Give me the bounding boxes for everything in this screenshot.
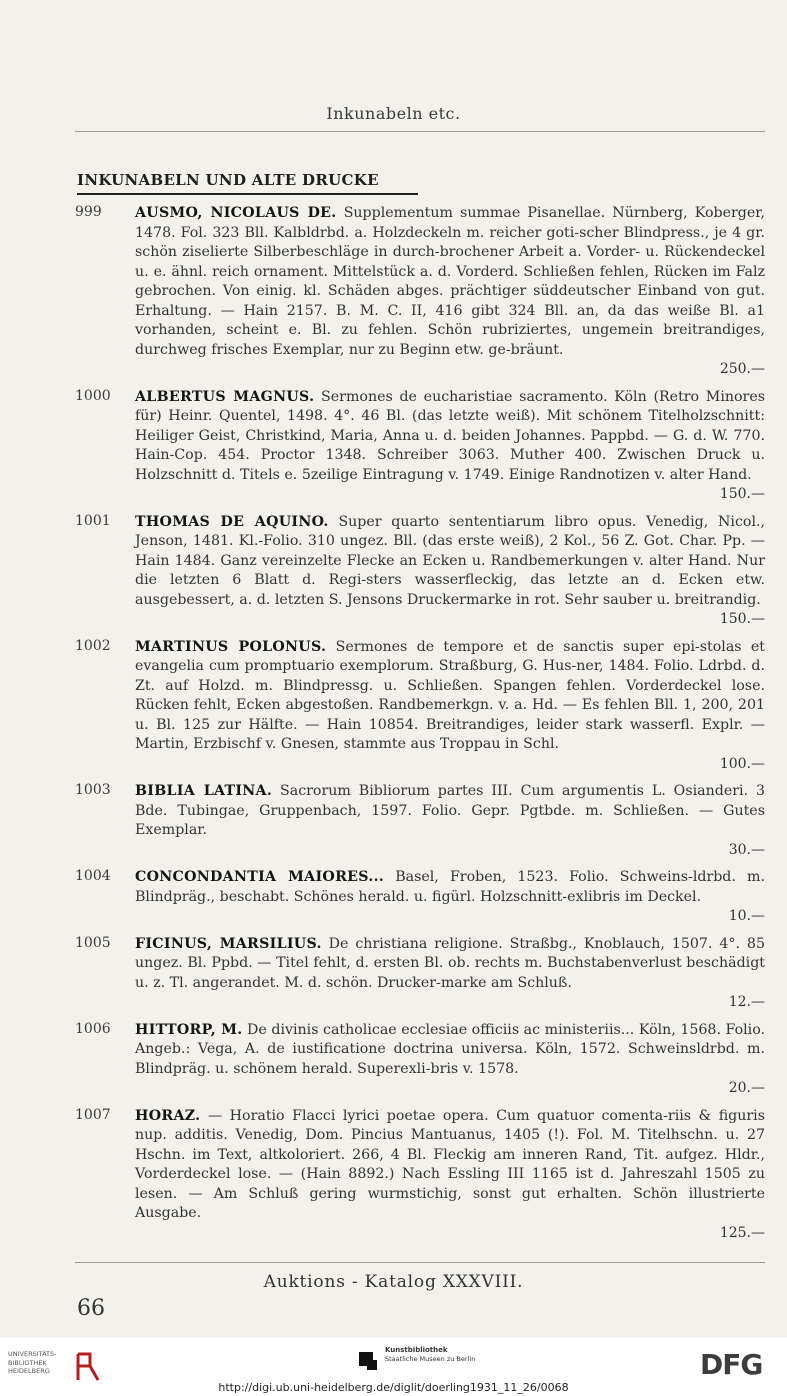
kunstbibliothek-logo (357, 1346, 507, 1370)
entry-number: 1003 (75, 782, 111, 798)
entry-number: 1000 (75, 387, 111, 404)
entry-title: BIBLIA LATINA. (135, 783, 273, 799)
catalog-entry (75, 638, 765, 775)
entry-price: 250.— (719, 361, 765, 377)
catalog-entry (75, 513, 765, 630)
entry-description: Supplementum summae Pisanellae. Nürnberg, Koberger, 1478. Fol. 323 Bll. Kalbldrbd. a. Holzdeckeln m. reicher goti-scher Blindpress., je 4 gr. schön ziselierte Silberbeschläge in durch-brochener Arbeit a. Vorder- u. Rückendeckel u. e. ähnl. reich ornament. Mittelstück a. d. Vorderd. Schließen fehlen, Rücken im Falz gebrochen. Von einig. kl. Schäden abges. prächtiger süddeutscher Einband von gut. Erhaltung. — Hain 2157. B. M. C. II, 416 gibt 324 Bll. an, da das weiße Bl. a1 vorhanden, scheint e. Bl. zu fehlen. Schön rubriziertes, ungemein breitrandiges, durchweg frisches Exemplar, nur zu Beginn etw. ge-bräunt. (135, 205, 765, 358)
section-underline (77, 193, 418, 195)
entry-price: 30.— (728, 841, 765, 858)
entry-body (135, 513, 765, 630)
entry-number: 1006 (75, 1020, 111, 1037)
entry-price: 20.— (728, 1080, 765, 1096)
catalog-entry (75, 388, 765, 505)
footer-title: Auktions - Katalog XXXVIII. (263, 1272, 524, 1292)
catalog-entry (75, 782, 765, 860)
kunstbibliothek-name: Kunstbibliothek (385, 1346, 448, 1354)
entry-price: 10.— (728, 908, 765, 924)
entry-description: Sacrorum Bibliorum partes III. Cum argumentis L. Osianderi. 3 Bde. Tubingae, Gruppenbach, 1597. Folio. Gepr. Pgtbde. m. Schließen. — Gutes Exemplar. (135, 783, 765, 838)
library-logo (8, 1350, 108, 1384)
catalog-entry (75, 1107, 765, 1244)
source-url[interactable]: http://digi.ub.uni-heidelberg.de/diglit/doerling1931_11_26/0068 (218, 1381, 569, 1394)
entry-title: HITTORP, M. (135, 1021, 243, 1038)
entry-body (135, 935, 765, 1013)
library-mark-icon (72, 1350, 102, 1384)
entry-title: FICINUS, MARSILIUS. (135, 935, 322, 952)
entry-body (135, 868, 765, 927)
entry-price: 150.— (719, 611, 765, 627)
entry-description: Basel, Froben, 1523. Folio. Schweins-ldrbd. m. Blindpräg., beschabt. Schönes herald. u. figürl. Holzschnitt-exlibris im Deckel. (135, 869, 765, 905)
catalog-entry (75, 204, 765, 380)
entry-body (135, 204, 765, 380)
bottom-rule (75, 1262, 765, 1263)
entry-title: THOMAS DE AQUINO. (135, 513, 329, 530)
kunstbibliothek-text (385, 1346, 475, 1364)
library-logo-text: UNIVERSITÄTS- BIBLIOTHEK HEIDELBERG (8, 1350, 57, 1375)
entry-price: 100.— (719, 755, 765, 772)
entry-title: CONCONDANTIA MAIORES... (135, 869, 385, 885)
entry-number: 1002 (75, 637, 111, 654)
entry-description: Sermones de eucharistiae sacramento. Köln (Retro Minores für) Heinr. Quentel, 1498. 4°. 46 Bl. (das letzte weiß). Mit schönem Titelholzschnitt: Heiliger Geist, Christkind, Maria, Anna u. d. beiden Johannes. Pappbd. — G. d. W. 770. Hain-Cop. 454. Proctor 1348. Schreiber 3063. Muther 400. Zwischen Druck u. Holzschnitt d. Titels e. 5zeilige Eintragung v. 1749. Einige Randnotizen v. alter Hand. (135, 388, 766, 483)
kunstbibliothek-mark-icon (357, 1350, 379, 1372)
entry-description: Super quarto sententiarum libro opus. Venedig, Nicol., Jenson, 1481. Kl.-Folio. 310 ungez. Bll. (das erste weiß), 2 Kol., 56 Z. Got. Char. Pp. — Hain 1484. Ganz vereinzelte Flecke an Ecken u. Randbemerkungen v. alter Hand. Nur die letzten 6 Blatt d. Regi-sters wasserfleckig, das letzte an d. Ecken etw. ausgebessert, a. d. letzten S. Jensons Druckermarke in rot. Sehr sauber u. breitrandig. (135, 513, 766, 608)
entry-body (135, 638, 765, 775)
entry-description: Sermones de tempore et de sanctis super epi-stolas et evangelia cum promptuario exemplorum. Straßburg, G. Hus-ner, 1484. Folio. Ldrbd. d. Zt. auf Holzd. m. Blindpressg. u. Schließen. Spangen fehlen. Vorderdeckel lose. Rücken fehlt, Ecken abgestoßen. Randbemerkgn. v. a. Hd. — Es fehlen Bll. 1, 200, 201 u. Bl. 125 zur Hälfte. — Hain 10854. Breitrandiges, leider stark wasserfl. Explr. — Martin, Erzbischf v. Gnesen, stammte aus Troppau in Schl. (135, 638, 765, 752)
kunstbibliothek-sub: Staatliche Museen zu Berlin (385, 1355, 476, 1363)
section-heading: INKUNABELN UND ALTE DRUCKE (77, 171, 379, 189)
catalog-entry (75, 1021, 765, 1099)
catalog-entry (75, 935, 765, 1013)
entry-body (135, 1107, 765, 1244)
entry-number: 1004 (75, 868, 111, 884)
entry-price: 12.— (728, 994, 765, 1010)
entry-body (135, 782, 765, 860)
dfg-logo: DFG (700, 1348, 763, 1381)
entry-description: De divinis catholicae ecclesiae officiis ac ministeriis... Köln, 1568. Folio. Angeb.: Vega, A. de iustificatione doctrina universa. Köln, 1572. Schweinsldrbd. m. Blindpräg. u. schönem herald. Superexli-bris v. 1578. (135, 1021, 765, 1077)
entry-title: ALBERTUS MAGNUS. (135, 388, 315, 405)
entry-number: 999 (75, 204, 102, 220)
catalog-entry (75, 868, 765, 927)
entry-number: 1005 (75, 934, 111, 951)
entry-number: 1001 (75, 512, 111, 529)
entry-body (135, 1021, 765, 1099)
top-rule (75, 131, 765, 132)
entry-price: 150.— (719, 486, 765, 502)
entries-list (75, 204, 765, 1251)
entry-title: HORAZ. (135, 1107, 201, 1124)
entry-description: — Horatio Flacci lyrici poetae opera. Cum quatuor comenta-riis & figuris nup. additis. Venedig, Dom. Pincius Mantuanus, 1405 (!). Fol. M. Titelhschn. u. 27 Hschn. im Text, altkoloriert. 266, 4 Bl. Fleckig am inneren Rand, Tit. aufgez. Hldr., Vorderdeckel lose. — (Hain 8892.) Nach Essling III 1165 ist d. Jahreszahl 1505 zu lesen. — Am Schluß gering wurmstichig, sonst gut erhalten. Schön illustrierte Ausgabe. (135, 1107, 765, 1221)
entry-description: De christiana religione. Straßbg., Knoblauch, 1507. 4°. 85 ungez. Bl. Ppbd. — Titel fehlt, d. ersten Bl. ob. rechts m. Buchstabenverlust beschädigt u. z. Tl. angerandet. M. d. schön. Drucker-marke am Schluß. (135, 935, 765, 991)
entry-title: AUSMO, NICOLAUS DE. (135, 205, 337, 221)
entry-body (135, 388, 765, 505)
entry-number: 1007 (75, 1106, 111, 1123)
entry-title: MARTINUS POLONUS. (135, 638, 327, 655)
running-head: Inkunabeln etc. (326, 104, 461, 123)
entry-price: 125.— (719, 1224, 765, 1241)
page-number: 66 (77, 1296, 105, 1321)
